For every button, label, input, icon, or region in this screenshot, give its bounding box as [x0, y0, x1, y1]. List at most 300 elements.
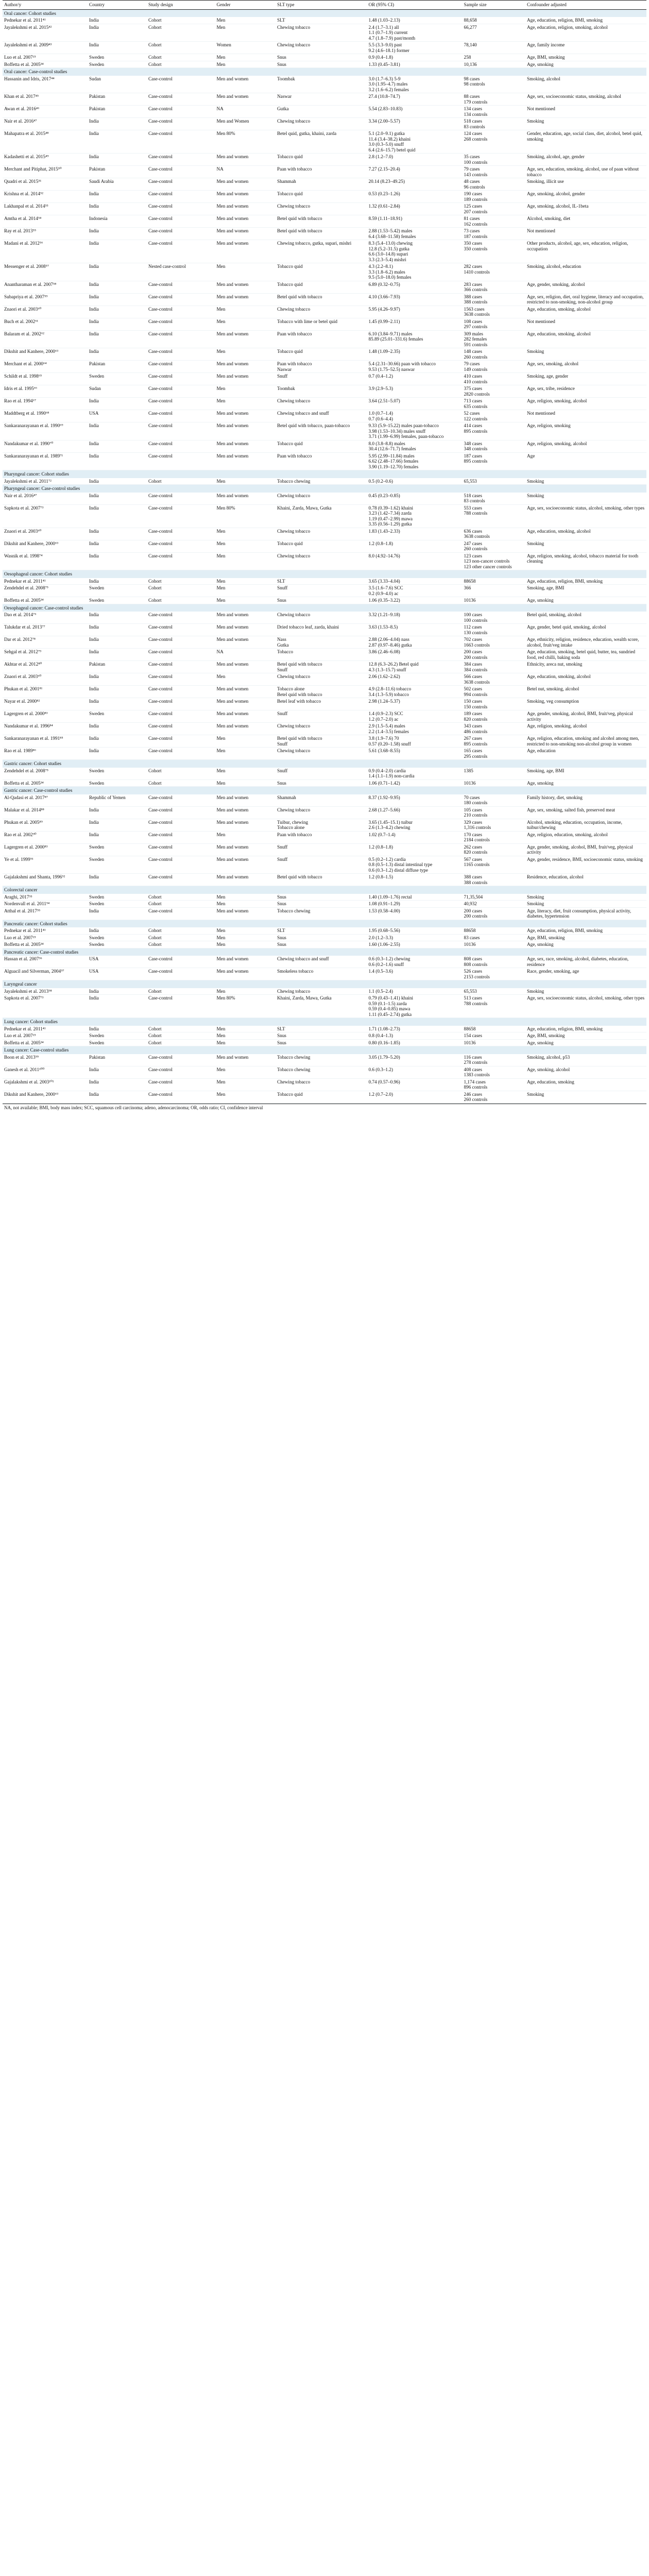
cell-sample-size: 410 cases 410 controls — [463, 373, 526, 385]
cell-gender: Men and women — [215, 819, 276, 831]
cell-confounders: Smoking, illicit use — [525, 178, 646, 191]
table-row — [3, 710, 646, 723]
cell-confounders: Alcohol, smoking, education, occupation, income, tuibur/chewing — [525, 819, 646, 831]
cell-study-design: Case-control — [147, 240, 215, 263]
section-title: Pancreatic cancer: Cohort studies — [3, 920, 646, 927]
table-row — [3, 624, 646, 636]
cell-gender: NA — [215, 106, 276, 118]
table-row — [3, 348, 646, 361]
table-row — [3, 240, 646, 263]
table-row — [3, 819, 646, 831]
cell-sample-size: 384 cases 384 controls — [463, 661, 526, 673]
cell-slt-type: Tuibur, chewing Tobacco alone — [276, 819, 367, 831]
cell-author: Awan et al. 2016⁴⁶ — [3, 106, 88, 118]
cell-gender: Men — [215, 578, 276, 585]
cell-slt-type: Paan with tobacco — [276, 330, 367, 348]
cell-gender: Men — [215, 54, 276, 61]
cell-study-design: Case-control — [147, 995, 215, 1018]
cell-confounders: Age, BMI, smoking — [525, 934, 646, 941]
cell-country: Sweden — [88, 934, 147, 941]
table-body — [3, 9, 646, 1103]
cell-confounders: Age, literacy, diet, fruit consumption, physical activity, diabetes, hypertension — [525, 907, 646, 920]
section-header-row — [3, 948, 646, 956]
table-row — [3, 398, 646, 410]
cell-sample-size: 10136 — [463, 597, 526, 604]
cell-confounders: Smoking, alcohol, education — [525, 263, 646, 281]
cell-author: Gajalakshmi and Shanta, 1996⁹² — [3, 874, 88, 886]
cell-author: Nayar et al. 2000⁸² — [3, 698, 88, 710]
cell-study-design: Case-control — [147, 373, 215, 385]
cell-or: 1.2 (0.7–2.0) — [367, 1091, 463, 1103]
cell-country: India — [88, 191, 147, 203]
cell-country: Pakistan — [88, 93, 147, 106]
cell-confounders: Age, religion, education, smoking and alcohol among men, restricted to non-smoking non-alcohol group in women — [525, 735, 646, 748]
cell-confounders: Not mentioned — [525, 106, 646, 118]
table-container — [3, 0, 646, 1112]
cell-author: Merchant et al. 2000⁶⁴ — [3, 361, 88, 373]
cell-or: 3.65 (3.33–4.04) — [367, 578, 463, 585]
table-row — [3, 106, 646, 118]
cell-or: 8.0 (3.8–8.8) males 30.4 (12.6–71.7) females — [367, 440, 463, 452]
cell-slt-type: Snuff — [276, 585, 367, 597]
cell-study-design: Case-control — [147, 686, 215, 698]
cell-or: 3.0 (1.7–6.3) 5-9 3.0 (1.95–4.7) males 3.2 (1.6–6.2) females — [367, 76, 463, 93]
cell-gender: Men and women — [215, 452, 276, 470]
cell-gender: Men — [215, 768, 276, 780]
cell-or: 5.61 (3.68–8.55) — [367, 748, 463, 760]
table-row — [3, 941, 646, 948]
cell-gender: Men and women — [215, 178, 276, 191]
cell-confounders: Betel quid, smoking, alcohol — [525, 612, 646, 624]
cell-country: India — [88, 649, 147, 661]
cell-author: Rao et al. 1994⁶⁷ — [3, 398, 88, 410]
cell-country: India — [88, 1026, 147, 1032]
cell-gender: Men and women — [215, 440, 276, 452]
cell-sample-size: 123 cases 123 non-cancer controls 123 other cancer controls — [463, 552, 526, 570]
section-title: Oral cancer: Cohort studies — [3, 9, 646, 17]
cell-confounders: Age, education, smoking, alcohol — [525, 528, 646, 540]
cell-country: Sweden — [88, 768, 147, 780]
cell-slt-type: Snus — [276, 1032, 367, 1040]
cell-sample-size: 73 cases 187 controls — [463, 228, 526, 240]
cell-confounders: Smoking, alcohol, p53 — [525, 1054, 646, 1066]
table-row — [3, 478, 646, 485]
cell-author: Rao et al. 2002⁹⁰ — [3, 831, 88, 843]
table-row — [3, 385, 646, 398]
cell-author: Buch et al. 2002⁶¹ — [3, 318, 88, 330]
cell-confounders: Age, gender, smoking, alcohol, BMI, fruit/veg, physical activity — [525, 710, 646, 723]
cell-author: Boffetta et al. 2005³⁴ — [3, 61, 88, 68]
cell-gender: Men — [215, 540, 276, 552]
table-row — [3, 1054, 646, 1066]
cell-country: India — [88, 874, 147, 886]
table-row — [3, 281, 646, 293]
section-header-row — [3, 886, 646, 894]
cell-or: 1.2 (0.8–1.5) — [367, 874, 463, 886]
cell-confounders: Age, education, religion, BMI, smoking — [525, 1026, 646, 1032]
cell-slt-type: Snuff — [276, 843, 367, 856]
cell-author: Lakhanpal et al. 2014⁵³ — [3, 203, 88, 215]
table-row — [3, 779, 646, 787]
cell-or: 0.6 (0.3–1.2) chewing 0.6 (0.2–1.6) snuff — [367, 956, 463, 968]
cell-confounders: Smoking — [525, 901, 646, 908]
cell-country: India — [88, 540, 147, 552]
cell-author: Zendehdel et al. 2008⁷⁵ — [3, 585, 88, 597]
col-header-or: OR (95% CI) — [367, 1, 463, 10]
cell-country: India — [88, 130, 147, 154]
cell-confounders: Age, smoking — [525, 61, 646, 68]
table-row — [3, 203, 646, 215]
cell-author: Khan et al. 2017⁴⁵ — [3, 93, 88, 106]
cell-or: 12.8 (6.3–26.2) Betel quid 4.3 (1.3–15.7) snuff — [367, 661, 463, 673]
cell-slt-type: Chewing tobacco — [276, 528, 367, 540]
section-title: Pharyngeal cancer: Cohort studies — [3, 470, 646, 478]
cell-sample-size: 518 cases 83 controls — [463, 493, 526, 505]
cell-author: Hassan et al. 2007⁹⁶ — [3, 956, 88, 968]
cell-gender: NA — [215, 649, 276, 661]
cell-confounders: Age, sex, socioeconomic status, alcohol, smoking, other types — [525, 995, 646, 1018]
cell-or: 3.65 (1.45–15.1) tuibur 2.6 (1.3–4.2) chewing — [367, 819, 463, 831]
cell-sample-size: 258 — [463, 54, 526, 61]
cell-slt-type: Snuff — [276, 856, 367, 874]
cell-gender: Men and women — [215, 361, 276, 373]
cell-author: Pednekar et al. 2011⁴¹ — [3, 17, 88, 24]
cell-author: Sapkota et al. 2007⁷³ — [3, 995, 88, 1018]
cell-study-design: Case-control — [147, 552, 215, 570]
cell-study-design: Case-control — [147, 330, 215, 348]
table-row — [3, 995, 646, 1018]
cell-author: Dar et al. 2012⁷⁸ — [3, 636, 88, 649]
table-row — [3, 686, 646, 698]
cell-sample-size: 35 cases 100 controls — [463, 154, 526, 166]
cell-country: Sudan — [88, 385, 147, 398]
cell-sample-size: 81 cases 162 controls — [463, 215, 526, 228]
cell-sample-size: 170 cases 2184 controls — [463, 831, 526, 843]
cell-gender: Men and women — [215, 710, 276, 723]
cell-country: India — [88, 348, 147, 361]
cell-gender: Men and women — [215, 686, 276, 698]
cell-or: 4.3 (2.2–8.1) 3.3 (1.8–6.2) males 9.5 (5.0–18.0) females — [367, 263, 463, 281]
cell-author: Messenger et al. 2008⁵⁷ — [3, 263, 88, 281]
cell-confounders: Ethnicity, areca nut, smoking — [525, 661, 646, 673]
cell-author: Boffetta et al. 2005³⁴ — [3, 779, 88, 787]
cell-study-design: Cohort — [147, 1039, 215, 1046]
cell-sample-size: 10136 — [463, 941, 526, 948]
cell-gender: Men — [215, 988, 276, 995]
cell-confounders: Age, smoking — [525, 779, 646, 787]
cell-confounders: Age, sex, religion, diet, oral hygiene, literacy and occupation, restricted to non-smoking, non-alcohol group — [525, 293, 646, 306]
cell-gender: Men and women — [215, 373, 276, 385]
cell-gender: Men and women — [215, 330, 276, 348]
section-header-row — [3, 760, 646, 768]
cell-study-design: Case-control — [147, 76, 215, 93]
table-row — [3, 649, 646, 661]
cell-sample-size: 343 cases 486 controls — [463, 723, 526, 735]
cell-author: Alguacil and Silverman, 2004⁹⁷ — [3, 968, 88, 980]
cell-slt-type: Smokeless tobacco — [276, 968, 367, 980]
cell-sample-size: 513 cases 788 controls — [463, 995, 526, 1018]
cell-confounders: Age, smoking, alcohol — [525, 1066, 646, 1078]
cell-author: Hassanin and Idris, 2017⁴⁴ — [3, 76, 88, 93]
cell-country: India — [88, 907, 147, 920]
cell-country: India — [88, 440, 147, 452]
cell-confounders: Smoking, veg consumption — [525, 698, 646, 710]
cell-or: 1.48 (1.03–2.13) — [367, 17, 463, 24]
cell-gender: Men and women — [215, 281, 276, 293]
cell-author: Ye et al. 1999⁹¹ — [3, 856, 88, 874]
cell-author: Ganesh et al. 2011¹⁰⁰ — [3, 1066, 88, 1078]
cell-gender: Men and women — [215, 794, 276, 807]
cell-sample-size: 190 cases 189 controls — [463, 191, 526, 203]
cell-slt-type: Betel quid with tobacco Snuff — [276, 661, 367, 673]
cell-sample-size: 518 cases 83 controls — [463, 118, 526, 130]
table-row — [3, 410, 646, 422]
cell-sample-size: 52 cases 122 controls — [463, 410, 526, 422]
cell-slt-type: Snus — [276, 894, 367, 901]
cell-sample-size: 553 cases 788 controls — [463, 504, 526, 528]
cell-slt-type: Betel quid with tobacco — [276, 874, 367, 886]
section-header-row — [3, 470, 646, 478]
cell-country: India — [88, 504, 147, 528]
cell-sample-size: 348 cases 348 controls — [463, 440, 526, 452]
cell-country: India — [88, 636, 147, 649]
col-header-sample-size: Sample size — [463, 1, 526, 10]
cell-country: India — [88, 1078, 147, 1091]
cell-sample-size: 189 cases 820 controls — [463, 710, 526, 723]
table-row — [3, 723, 646, 735]
cell-or: 9.33 (5.9–15.22) males paan-tobacco 3.98 (1.53–10.34) males snuff 3.71 (1.99–6.99) females, paan-tobacco — [367, 422, 463, 440]
cell-sample-size: 48 cases 96 controls — [463, 178, 526, 191]
cell-or: 1.95 (0.68–5.56) — [367, 927, 463, 934]
cell-or: 2.68 (1.27–5.66) — [367, 806, 463, 819]
cell-country: Sweden — [88, 901, 147, 908]
cell-country: USA — [88, 410, 147, 422]
cell-author: Luo et al. 2007¹⁵ — [3, 934, 88, 941]
cell-slt-type: Tobacco chewing — [276, 907, 367, 920]
cell-or: 1.32 (0.61–2.84) — [367, 203, 463, 215]
cell-study-design: Case-control — [147, 93, 215, 106]
cell-author: Sapkota et al. 2007⁷³ — [3, 504, 88, 528]
cell-confounders: Age, religion, smoking, alcohol, tobacco material for tooth cleaning — [525, 552, 646, 570]
cell-or: 6.10 (3.84–9.71) males 85.89 (25.01–331.6) females — [367, 330, 463, 348]
cell-study-design: Case-control — [147, 1078, 215, 1091]
cell-confounders: Smoking, alcohol, age, gender — [525, 154, 646, 166]
cell-sample-size: 83 cases — [463, 934, 526, 941]
cell-sample-size: 79 cases 143 controls — [463, 166, 526, 178]
section-header-row — [3, 1018, 646, 1026]
cell-study-design: Cohort — [147, 54, 215, 61]
cell-or: 5.95 (2.99–11.84) males 6.62 (2.48–17.66) females 3.90 (1.19–12.70) females — [367, 452, 463, 470]
section-title: Laryngeal cancer — [3, 980, 646, 988]
cell-author: Sankaranarayanan et al. 1989⁷¹ — [3, 452, 88, 470]
cell-country: Sweden — [88, 856, 147, 874]
cell-confounders: Smoking, alcohol — [525, 76, 646, 93]
cell-country: India — [88, 154, 147, 166]
cell-or: 0.80 (0.16–1.85) — [367, 1039, 463, 1046]
cell-confounders: Smoking — [525, 1091, 646, 1103]
cell-gender: Men and women — [215, 874, 276, 886]
cell-slt-type: Snuff — [276, 373, 367, 385]
table-row — [3, 191, 646, 203]
cell-gender: Men — [215, 1032, 276, 1040]
cell-author: Amtha et al. 2014⁵⁴ — [3, 215, 88, 228]
cell-country: India — [88, 806, 147, 819]
cell-country: Pakistan — [88, 1054, 147, 1066]
cell-country: India — [88, 686, 147, 698]
cell-country: Sweden — [88, 54, 147, 61]
cell-country: India — [88, 203, 147, 215]
cell-slt-type: Nass Gutka — [276, 636, 367, 649]
cell-slt-type: Chewing tobacco — [276, 723, 367, 735]
cell-gender: Men and women — [215, 191, 276, 203]
section-header-row — [3, 980, 646, 988]
studies-table — [3, 0, 646, 1104]
cell-or: 1.40 (1.09–1.76) rectal — [367, 894, 463, 901]
cell-country: Saudi Arabia — [88, 178, 147, 191]
cell-gender: Men — [215, 398, 276, 410]
cell-confounders: Age, sex, socioeconomic status, smoking, alcohol — [525, 93, 646, 106]
cell-study-design: Cohort — [147, 597, 215, 604]
cell-gender: Men — [215, 748, 276, 760]
cell-study-design: Cohort — [147, 901, 215, 908]
cell-sample-size: 124 cases 268 controls — [463, 130, 526, 154]
cell-country: India — [88, 293, 147, 306]
cell-slt-type: Snus — [276, 54, 367, 61]
table-row — [3, 42, 646, 54]
section-header-row — [3, 920, 646, 927]
cell-author: Wasnik et al. 1998⁷⁴ — [3, 552, 88, 570]
cell-country: Sweden — [88, 710, 147, 723]
cell-slt-type: Chewing tobacco — [276, 806, 367, 819]
cell-author: Ray et al. 2013⁵⁵ — [3, 228, 88, 240]
cell-sample-size: 148 cases 260 controls — [463, 348, 526, 361]
cell-slt-type: Chewing tobacco and snuff — [276, 410, 367, 422]
cell-country: India — [88, 735, 147, 748]
cell-country: India — [88, 831, 147, 843]
cell-country: India — [88, 927, 147, 934]
cell-gender: Men — [215, 1078, 276, 1091]
cell-sample-size: 71,35,504 — [463, 894, 526, 901]
cell-sample-size: 1,174 cases 896 controls — [463, 1078, 526, 1091]
cell-slt-type: Tobacco quid — [276, 263, 367, 281]
cell-slt-type: Paan with tobacco — [276, 831, 367, 843]
cell-slt-type: Chewing tobacco — [276, 203, 367, 215]
cell-country: Sweden — [88, 843, 147, 856]
cell-study-design: Cohort — [147, 42, 215, 54]
cell-gender: Men and women — [215, 1054, 276, 1066]
cell-sample-size: 350 cases 350 controls — [463, 240, 526, 263]
cell-author: Dao et al. 2014⁷⁶ — [3, 612, 88, 624]
cell-slt-type: Snuff — [276, 768, 367, 780]
cell-study-design: Case-control — [147, 154, 215, 166]
table-row — [3, 927, 646, 934]
cell-sample-size: 283 cases 366 controls — [463, 281, 526, 293]
cell-confounders: Gender, education, age, social class, diet, alcohol, betel quid, smoking — [525, 130, 646, 154]
cell-author: Subapriya et al. 2007⁵⁹ — [3, 293, 88, 306]
cell-gender: Men 80% — [215, 130, 276, 154]
cell-sample-size: 70 cases 180 controls — [463, 794, 526, 807]
cell-gender: Men — [215, 1091, 276, 1103]
table-row — [3, 874, 646, 886]
cell-country: India — [88, 723, 147, 735]
cell-gender: Men and women — [215, 624, 276, 636]
cell-gender: Men and women — [215, 661, 276, 673]
cell-slt-type: Tobacco quid — [276, 440, 367, 452]
cell-country: Indonesia — [88, 215, 147, 228]
cell-confounders: Age, smoking — [525, 597, 646, 604]
cell-slt-type: Gutka — [276, 106, 367, 118]
cell-slt-type: Tobacco alone Betel quid with tobacco — [276, 686, 367, 698]
cell-study-design: Case-control — [147, 118, 215, 130]
cell-confounders: Race, gender, smoking, age — [525, 968, 646, 980]
cell-sample-size: 329 cases 1,316 controls — [463, 819, 526, 831]
cell-sample-size: 526 cases 2153 controls — [463, 968, 526, 980]
cell-author: Sankaranarayanan et al. 1990⁶⁹ — [3, 422, 88, 440]
cell-sample-size: 246 cases 260 controls — [463, 1091, 526, 1103]
table-footnote: NA, not available; BMI, body mass index; SCC, squamous cell carcinoma; adeno, adenocarcinoma; OR, odds ratio; CI, confidence interval — [3, 1104, 646, 1112]
table-row — [3, 528, 646, 540]
cell-slt-type: Tobacco quid — [276, 348, 367, 361]
cell-slt-type: Chewing tobacco — [276, 673, 367, 686]
cell-slt-type: Shammah — [276, 794, 367, 807]
cell-study-design: Case-control — [147, 178, 215, 191]
cell-study-design: Case-control — [147, 1091, 215, 1103]
cell-slt-type: SLT — [276, 578, 367, 585]
cell-or: 3.9 (2.9–5.3) — [367, 385, 463, 398]
cell-slt-type: Chewing tobacco — [276, 398, 367, 410]
cell-slt-type: Naswar — [276, 93, 367, 106]
cell-study-design: Cohort — [147, 585, 215, 597]
cell-slt-type: Chewing tobacco, gutka, supari, mishri — [276, 240, 367, 263]
cell-confounders: Age, religion, smoking, alcohol — [525, 440, 646, 452]
cell-country: India — [88, 493, 147, 505]
cell-slt-type: SLT — [276, 927, 367, 934]
table-row — [3, 612, 646, 624]
section-title: Oesophageal cancer: Case-control studies — [3, 604, 646, 612]
cell-sample-size: 388 cases 388 controls — [463, 874, 526, 886]
cell-confounders: Not mentioned — [525, 318, 646, 330]
cell-country: India — [88, 552, 147, 570]
cell-study-design: Cohort — [147, 61, 215, 68]
cell-study-design: Cohort — [147, 1032, 215, 1040]
cell-gender: Men and women — [215, 93, 276, 106]
cell-study-design: Cohort — [147, 894, 215, 901]
cell-gender: Men and women — [215, 240, 276, 263]
table-row — [3, 907, 646, 920]
table-row — [3, 118, 646, 130]
table-row — [3, 552, 646, 570]
cell-confounders: Age, education, religion, BMI, smoking — [525, 578, 646, 585]
table-row — [3, 673, 646, 686]
table-row — [3, 1026, 646, 1032]
cell-confounders: Age, sex, smoking, alcohol — [525, 361, 646, 373]
cell-study-design: Case-control — [147, 649, 215, 661]
cell-sample-size: 125 cases 207 controls — [463, 203, 526, 215]
table-row — [3, 228, 646, 240]
cell-author: Al-Qadasi et al. 2017⁸⁷ — [3, 794, 88, 807]
cell-country: Sweden — [88, 61, 147, 68]
cell-or: 1.1 (0.5–2.4) — [367, 988, 463, 995]
cell-study-design: Case-control — [147, 504, 215, 528]
cell-study-design: Case-control — [147, 624, 215, 636]
cell-confounders: Smoking — [525, 493, 646, 505]
cell-gender: Men — [215, 831, 276, 843]
cell-study-design: Case-control — [147, 856, 215, 874]
cell-study-design: Case-control — [147, 968, 215, 980]
cell-or: 1.2 (0.8–1.8) — [367, 540, 463, 552]
cell-or: 0.8 (0.4–1.3) — [367, 1032, 463, 1040]
cell-or: 1.83 (1.43–2.33) — [367, 528, 463, 540]
